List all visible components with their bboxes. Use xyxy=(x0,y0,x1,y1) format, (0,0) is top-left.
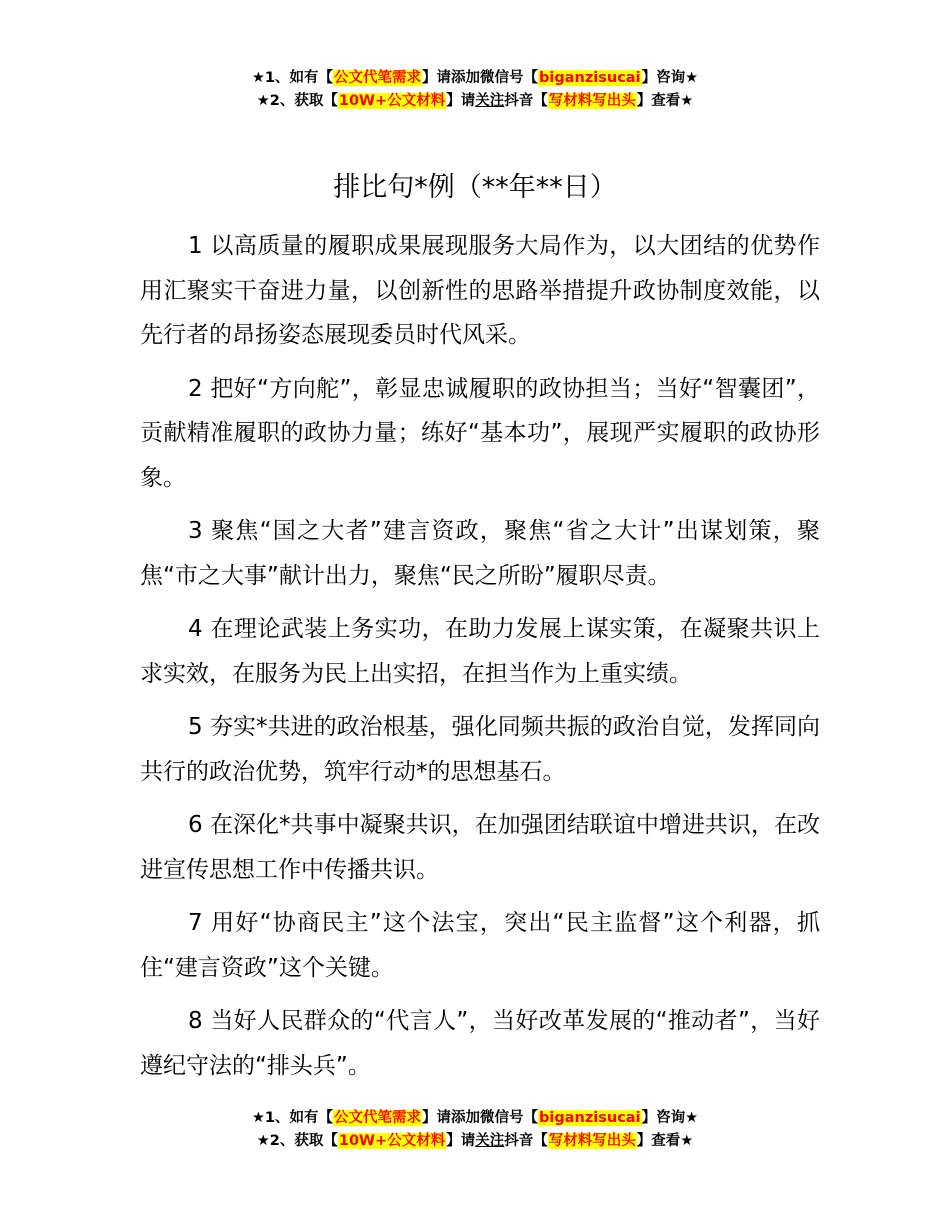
footer-highlight-douyin: 写材料写出头 xyxy=(548,1133,636,1149)
header-line-1 xyxy=(0,67,950,90)
header-highlight-wechat-id: biganzisucai xyxy=(539,70,641,86)
header-banner xyxy=(0,67,950,113)
header-line2-prefix: ★2、获取【 xyxy=(256,93,338,109)
footer-highlight-materials: 10W+公文材料 xyxy=(338,1133,446,1149)
paragraph-4: 4 在理论武装上务实功，在助力发展上谋实策，在凝聚共识上求实效，在服务为民上出实招，在担当作为上重实绩。 xyxy=(140,616,820,687)
header-line1-suffix: 】咨询★ xyxy=(641,70,699,86)
header-line2-middle-a: 】请 xyxy=(446,93,476,109)
header-line1-prefix: ★1、如有【 xyxy=(251,70,334,86)
footer-underlined-follow: 关注 xyxy=(475,1133,505,1149)
header-underlined-follow: 关注 xyxy=(475,93,505,109)
footer-line2-prefix: ★2、获取【 xyxy=(256,1133,338,1149)
paragraph-8: 8 当好人民群众的“代言人”，当好改革发展的“推动者”，当好遵纪守法的“排头兵”。 xyxy=(140,1008,820,1079)
footer-line2-suffix: 】查看★ xyxy=(636,1133,694,1149)
paragraph-7: 7 用好“协商民主”这个法宝，突出“民主监督”这个利器，抓住“建言资政”这个关键。 xyxy=(140,910,820,981)
footer-highlight-service: 公文代笔需求 xyxy=(334,1110,422,1126)
paragraph-6: 6 在深化*共事中凝聚共识，在加强团结联谊中增进共识，在改进宣传思想工作中传播共识。 xyxy=(140,812,820,883)
page-title: 排比句*例（**年**日） xyxy=(333,172,617,203)
footer-line-2 xyxy=(0,1130,950,1153)
footer-line-1 xyxy=(0,1107,950,1130)
footer-line1-middle: 】请添加微信号【 xyxy=(422,1110,539,1126)
header-line1-middle: 】请添加微信号【 xyxy=(422,70,539,86)
footer-line1-suffix: 】咨询★ xyxy=(641,1110,699,1126)
footer-line2-middle-a: 】请 xyxy=(446,1133,476,1149)
header-highlight-douyin: 写材料写出头 xyxy=(548,93,636,109)
header-line2-suffix: 】查看★ xyxy=(636,93,694,109)
paragraph-5: 5 夯实*共进的政治根基，强化同频共振的政治自觉，发挥同向共行的政治优势，筑牢行动*的思想基石。 xyxy=(140,714,820,785)
paragraph-2: 2 把好“方向舵”，彰显忠诚履职的政协担当；当好“智囊团”，贡献精准履职的政协力量；练好“基本功”，展现严实履职的政协形象。 xyxy=(140,375,820,491)
header-line2-middle-b: 抖音【 xyxy=(504,93,548,109)
footer-highlight-wechat-id: biganzisucai xyxy=(539,1110,641,1126)
document-body xyxy=(140,224,820,1097)
paragraph-3: 3 聚焦“国之大者”建言资政，聚焦“省之大计”出谋划策，聚焦“市之大事”献计出力，聚焦“民之所盼”履职尽责。 xyxy=(140,518,820,589)
header-highlight-service: 公文代笔需求 xyxy=(334,70,422,86)
paragraph-1: 1 以高质量的履职成果展现服务大局作为，以大团结的优势作用汇聚实干奋进力量，以创新性的思路举措提升政协制度效能，以先行者的昂扬姿态展现委员时代风采。 xyxy=(140,233,820,348)
header-line-2 xyxy=(0,90,950,113)
footer-banner xyxy=(0,1107,950,1153)
header-highlight-materials: 10W+公文材料 xyxy=(338,93,446,109)
footer-line2-middle-b: 抖音【 xyxy=(504,1133,548,1149)
footer-line1-prefix: ★1、如有【 xyxy=(251,1110,334,1126)
